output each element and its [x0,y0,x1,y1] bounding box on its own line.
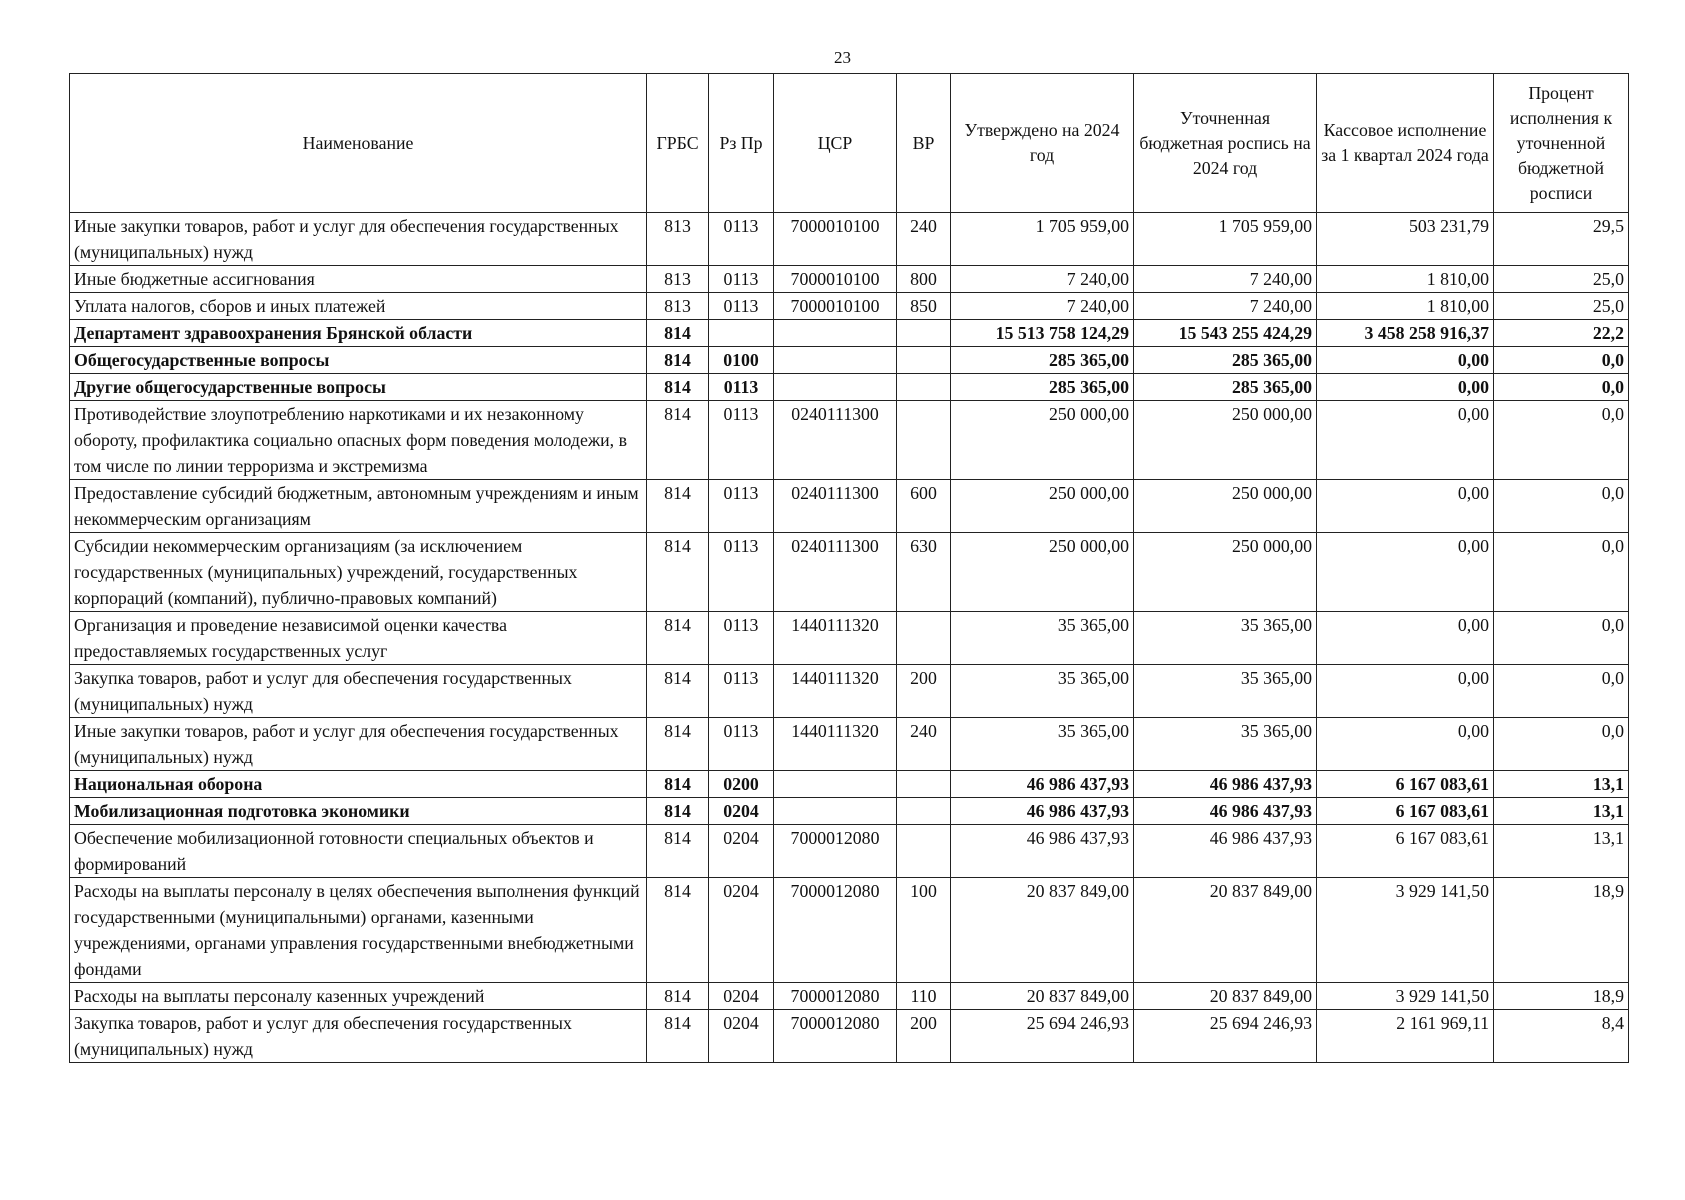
cell-name: Обеспечение мобилизационной готовности специальных объектов и формирований [70,825,647,878]
table-row [70,878,1629,983]
cell-vr: 600 [897,480,951,533]
cell-cash: 3 458 258 916,37 [1317,320,1494,347]
cell-percent: 25,0 [1494,266,1629,293]
cell-approved: 285 365,00 [951,347,1134,374]
cell-approved: 250 000,00 [951,533,1134,612]
cell-refined: 7 240,00 [1134,266,1317,293]
cell-rzpr: 0204 [709,798,774,825]
cell-cash: 0,00 [1317,665,1494,718]
cell-vr: 850 [897,293,951,320]
cell-approved: 20 837 849,00 [951,878,1134,983]
cell-cash: 0,00 [1317,718,1494,771]
cell-rzpr: 0113 [709,480,774,533]
cell-vr [897,401,951,480]
cell-rzpr [709,320,774,347]
cell-vr: 240 [897,213,951,266]
cell-rzpr: 0113 [709,213,774,266]
header-approved: Утверждено на 2024 год [951,74,1134,213]
cell-cash: 0,00 [1317,533,1494,612]
cell-name: Субсидии некоммерческим организациям (за исключением государственных (муниципальных) учреждений, государственных корпораций (компаний), публично-правовых компаний) [70,533,647,612]
cell-rzpr: 0113 [709,665,774,718]
cell-refined: 35 365,00 [1134,718,1317,771]
cell-vr [897,612,951,665]
cell-refined: 46 986 437,93 [1134,798,1317,825]
cell-csr: 7000010100 [774,213,897,266]
cell-vr [897,374,951,401]
cell-refined: 1 705 959,00 [1134,213,1317,266]
cell-approved: 35 365,00 [951,718,1134,771]
cell-cash: 3 929 141,50 [1317,983,1494,1010]
cell-percent: 22,2 [1494,320,1629,347]
cell-percent: 13,1 [1494,825,1629,878]
cell-approved: 46 986 437,93 [951,798,1134,825]
cell-grbs: 814 [647,480,709,533]
cell-rzpr: 0100 [709,347,774,374]
table-row [70,612,1629,665]
table-row [70,293,1629,320]
cell-csr: 1440111320 [774,612,897,665]
cell-rzpr: 0113 [709,374,774,401]
cell-csr: 7000012080 [774,825,897,878]
cell-rzpr: 0200 [709,771,774,798]
cell-csr [774,347,897,374]
cell-percent: 0,0 [1494,401,1629,480]
cell-percent: 13,1 [1494,798,1629,825]
cell-csr: 0240111300 [774,480,897,533]
table-row [70,533,1629,612]
cell-percent: 29,5 [1494,213,1629,266]
cell-grbs: 814 [647,320,709,347]
cell-name: Мобилизационная подготовка экономики [70,798,647,825]
cell-csr [774,320,897,347]
cell-refined: 250 000,00 [1134,401,1317,480]
cell-grbs: 814 [647,798,709,825]
cell-name: Предоставление субсидий бюджетным, автономным учреждениям и иным некоммерческим организациям [70,480,647,533]
table-row [70,213,1629,266]
table-row [70,718,1629,771]
cell-refined: 20 837 849,00 [1134,878,1317,983]
cell-vr [897,825,951,878]
cell-refined: 285 365,00 [1134,347,1317,374]
cell-grbs: 814 [647,718,709,771]
cell-approved: 46 986 437,93 [951,825,1134,878]
cell-refined: 46 986 437,93 [1134,771,1317,798]
header-vr: ВР [897,74,951,213]
cell-approved: 7 240,00 [951,266,1134,293]
cell-grbs: 814 [647,347,709,374]
cell-approved: 46 986 437,93 [951,771,1134,798]
cell-approved: 1 705 959,00 [951,213,1134,266]
cell-cash: 2 161 969,11 [1317,1010,1494,1063]
table-row [70,665,1629,718]
cell-vr: 800 [897,266,951,293]
cell-cash: 3 929 141,50 [1317,878,1494,983]
cell-grbs: 814 [647,983,709,1010]
cell-grbs: 814 [647,401,709,480]
cell-name: Уплата налогов, сборов и иных платежей [70,293,647,320]
table-row [70,771,1629,798]
cell-csr [774,798,897,825]
cell-vr [897,347,951,374]
cell-refined: 25 694 246,93 [1134,1010,1317,1063]
cell-refined: 46 986 437,93 [1134,825,1317,878]
cell-name: Организация и проведение независимой оценки качества предоставляемых государственных услуг [70,612,647,665]
cell-csr: 1440111320 [774,665,897,718]
cell-cash: 0,00 [1317,374,1494,401]
cell-vr: 200 [897,665,951,718]
header-refined: Уточненная бюджетная роспись на 2024 год [1134,74,1317,213]
cell-csr: 7000012080 [774,878,897,983]
cell-name: Иные закупки товаров, работ и услуг для обеспечения государственных (муниципальных) нужд [70,213,647,266]
cell-name: Другие общегосударственные вопросы [70,374,647,401]
cell-rzpr: 0204 [709,983,774,1010]
cell-name: Закупка товаров, работ и услуг для обеспечения государственных (муниципальных) нужд [70,665,647,718]
cell-csr: 7000012080 [774,1010,897,1063]
cell-name: Противодействие злоупотреблению наркотиками и их незаконному обороту, профилактика социально опасных форм поведения молодежи, в том числе по линии терроризма и экстремизма [70,401,647,480]
budget-execution-table [69,73,1629,1063]
cell-name: Расходы на выплаты персоналу казенных учреждений [70,983,647,1010]
cell-refined: 35 365,00 [1134,665,1317,718]
cell-cash: 1 810,00 [1317,266,1494,293]
header-grbs: ГРБС [647,74,709,213]
cell-refined: 20 837 849,00 [1134,983,1317,1010]
cell-percent: 0,0 [1494,718,1629,771]
cell-cash: 0,00 [1317,401,1494,480]
cell-percent: 0,0 [1494,374,1629,401]
cell-vr [897,771,951,798]
cell-csr [774,374,897,401]
cell-vr: 110 [897,983,951,1010]
cell-cash: 0,00 [1317,347,1494,374]
cell-percent: 0,0 [1494,533,1629,612]
cell-cash: 1 810,00 [1317,293,1494,320]
cell-name: Департамент здравоохранения Брянской области [70,320,647,347]
cell-rzpr: 0113 [709,266,774,293]
table-header-row [70,74,1629,213]
cell-percent: 8,4 [1494,1010,1629,1063]
cell-rzpr: 0113 [709,612,774,665]
cell-approved: 7 240,00 [951,293,1134,320]
cell-percent: 18,9 [1494,878,1629,983]
cell-approved: 25 694 246,93 [951,1010,1134,1063]
table-row [70,401,1629,480]
cell-percent: 18,9 [1494,983,1629,1010]
table-row [70,983,1629,1010]
cell-cash: 0,00 [1317,612,1494,665]
cell-grbs: 814 [647,878,709,983]
cell-csr: 7000010100 [774,266,897,293]
header-name: Наименование [70,74,647,213]
cell-grbs: 814 [647,612,709,665]
cell-name: Общегосударственные вопросы [70,347,647,374]
cell-rzpr: 0113 [709,718,774,771]
cell-csr: 7000012080 [774,983,897,1010]
table-row [70,798,1629,825]
cell-rzpr: 0113 [709,293,774,320]
cell-csr [774,771,897,798]
cell-cash: 503 231,79 [1317,213,1494,266]
header-percent: Процент исполнения к уточненной бюджетной росписи [1494,74,1629,213]
cell-refined: 250 000,00 [1134,533,1317,612]
cell-approved: 20 837 849,00 [951,983,1134,1010]
cell-name: Расходы на выплаты персоналу в целях обеспечения выполнения функций государственными (муниципальными) органами, казенными учреждениями, органами управления государственными внебюджетными фондами [70,878,647,983]
cell-approved: 15 513 758 124,29 [951,320,1134,347]
cell-name: Иные бюджетные ассигнования [70,266,647,293]
cell-grbs: 814 [647,665,709,718]
header-rzpr: Рз Пр [709,74,774,213]
cell-cash: 6 167 083,61 [1317,798,1494,825]
cell-vr: 200 [897,1010,951,1063]
cell-refined: 285 365,00 [1134,374,1317,401]
cell-rzpr: 0204 [709,1010,774,1063]
table-row [70,825,1629,878]
cell-cash: 0,00 [1317,480,1494,533]
table-row [70,374,1629,401]
cell-grbs: 814 [647,374,709,401]
cell-grbs: 814 [647,533,709,612]
cell-approved: 35 365,00 [951,612,1134,665]
table-row [70,320,1629,347]
cell-vr: 630 [897,533,951,612]
cell-vr [897,798,951,825]
cell-approved: 250 000,00 [951,480,1134,533]
cell-refined: 35 365,00 [1134,612,1317,665]
cell-cash: 6 167 083,61 [1317,825,1494,878]
cell-csr: 7000010100 [774,293,897,320]
table-row [70,480,1629,533]
cell-grbs: 814 [647,771,709,798]
cell-refined: 7 240,00 [1134,293,1317,320]
cell-grbs: 813 [647,293,709,320]
header-csr: ЦСР [774,74,897,213]
header-cash: Кассовое исполнение за 1 квартал 2024 года [1317,74,1494,213]
cell-approved: 250 000,00 [951,401,1134,480]
cell-percent: 0,0 [1494,665,1629,718]
cell-vr: 240 [897,718,951,771]
cell-grbs: 814 [647,1010,709,1063]
table-row [70,1010,1629,1063]
cell-refined: 250 000,00 [1134,480,1317,533]
cell-grbs: 813 [647,266,709,293]
cell-csr: 1440111320 [774,718,897,771]
cell-vr [897,320,951,347]
cell-name: Национальная оборона [70,771,647,798]
cell-rzpr: 0204 [709,878,774,983]
cell-rzpr: 0204 [709,825,774,878]
cell-rzpr: 0113 [709,533,774,612]
cell-vr: 100 [897,878,951,983]
cell-name: Иные закупки товаров, работ и услуг для обеспечения государственных (муниципальных) нужд [70,718,647,771]
cell-approved: 285 365,00 [951,374,1134,401]
cell-csr: 0240111300 [774,533,897,612]
table-body [70,213,1629,1063]
cell-name: Закупка товаров, работ и услуг для обеспечения государственных (муниципальных) нужд [70,1010,647,1063]
cell-cash: 6 167 083,61 [1317,771,1494,798]
cell-approved: 35 365,00 [951,665,1134,718]
cell-grbs: 813 [647,213,709,266]
cell-percent: 0,0 [1494,612,1629,665]
table-row [70,347,1629,374]
page-number: 23 [834,48,851,67]
cell-csr: 0240111300 [774,401,897,480]
cell-refined: 15 543 255 424,29 [1134,320,1317,347]
cell-grbs: 814 [647,825,709,878]
cell-percent: 13,1 [1494,771,1629,798]
cell-percent: 0,0 [1494,347,1629,374]
cell-percent: 25,0 [1494,293,1629,320]
table-row [70,266,1629,293]
cell-percent: 0,0 [1494,480,1629,533]
cell-rzpr: 0113 [709,401,774,480]
